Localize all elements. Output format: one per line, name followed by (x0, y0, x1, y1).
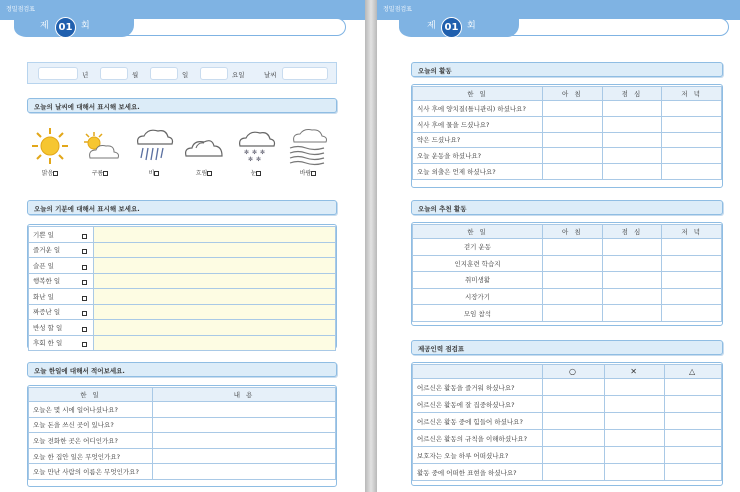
episode-suffix: 회 (81, 21, 90, 31)
cell[interactable] (665, 447, 722, 464)
checkbox[interactable] (82, 296, 87, 301)
feeling-note[interactable] (94, 320, 336, 336)
month-field[interactable] (100, 67, 128, 80)
table-row (413, 413, 722, 430)
table-row (29, 320, 336, 336)
recommend-table (412, 224, 722, 322)
year-label: 년 (82, 71, 89, 79)
checkbox[interactable] (103, 171, 108, 176)
cell[interactable] (662, 288, 722, 305)
cell[interactable] (604, 396, 664, 413)
feeling-label: 행복한 일 (33, 277, 61, 286)
activity-question: 오늘 운동을 하셨나요? (413, 148, 543, 164)
feeling-label: 반성 할 일 (33, 323, 63, 332)
table-row (29, 289, 336, 305)
cell[interactable] (662, 305, 722, 322)
activity-question: 약은 드셨나요? (413, 132, 543, 148)
feeling-note[interactable] (94, 258, 336, 274)
table-row (413, 272, 722, 289)
episode-number-badge: 01 (55, 17, 76, 38)
table-row (413, 396, 722, 413)
checkbox[interactable] (82, 265, 87, 270)
recommend-section-title: 오늘의 추천 활동 (411, 200, 723, 215)
weather-cloudy-label: 흐림 (195, 170, 208, 177)
col-question-header (413, 365, 543, 379)
cell[interactable] (543, 132, 603, 148)
page-gutter (365, 0, 377, 492)
table-row (413, 101, 722, 117)
col-noon-header: 점 심 (602, 225, 662, 239)
checkbox[interactable] (82, 280, 87, 285)
cell[interactable] (662, 272, 722, 289)
col-task-header: 한 일 (413, 225, 543, 239)
table-row (413, 148, 722, 164)
cell[interactable] (543, 464, 605, 481)
diary-question: 오늘 한 집안 일은 무엇인가요? (29, 448, 153, 464)
cell[interactable] (543, 101, 603, 117)
care-question: 어르신은 활동 중에 힘들어 하셨나요? (413, 413, 543, 430)
table-row (29, 433, 336, 449)
cell[interactable] (662, 239, 722, 256)
table-row (29, 258, 336, 274)
table-row (29, 448, 336, 464)
cell[interactable] (662, 132, 722, 148)
episode-suffix: 회 (467, 21, 476, 31)
col-good-header: ○ (543, 365, 605, 379)
care-question: 활동 중에 어떠한 표현을 하셨나요? (413, 464, 543, 481)
diary-question: 오늘 돈을 쓰신 곳이 있나요? (29, 417, 153, 433)
weather-rain[interactable] (130, 126, 178, 177)
feeling-label: 슬픈 일 (33, 261, 54, 270)
checkbox[interactable] (311, 171, 316, 176)
snow-icon (234, 126, 278, 166)
weather-cloudy[interactable] (180, 126, 228, 177)
feeling-note[interactable] (94, 227, 336, 243)
cell[interactable] (602, 164, 662, 180)
checkbox[interactable] (53, 171, 58, 176)
table-row (29, 335, 336, 351)
weather-wind[interactable] (284, 126, 332, 177)
activity-section-title: 오늘의 활동 (411, 62, 723, 77)
col-bad-header: ✕ (604, 365, 664, 379)
care-question: 어르신은 활동에 잘 집중하셨나요? (413, 396, 543, 413)
diary-table (28, 387, 336, 480)
diary-question: 오늘 전화한 곳은 어디인가요? (29, 433, 153, 449)
feeling-note[interactable] (94, 273, 336, 289)
checkbox[interactable] (207, 171, 212, 176)
weather-label: 날씨 (264, 71, 277, 79)
care-table (412, 364, 722, 481)
cell[interactable] (602, 101, 662, 117)
checkbox[interactable] (82, 342, 87, 347)
weather-sunny[interactable] (26, 126, 74, 177)
activity-table (412, 86, 722, 180)
cell[interactable] (543, 396, 605, 413)
cell[interactable] (543, 164, 603, 180)
diary-answer[interactable] (153, 402, 336, 418)
feeling-label: 즐거운 일 (33, 246, 61, 255)
table-row (413, 430, 722, 447)
table-row (29, 417, 336, 433)
cloud-icon (182, 126, 226, 166)
col-evening-header: 저 녁 (662, 87, 722, 101)
svg-text:✻: ✻ (248, 156, 254, 163)
cell[interactable] (543, 288, 603, 305)
recommend-activity: 걷기 운동 (413, 239, 543, 256)
table-row (413, 379, 722, 396)
cell[interactable] (602, 132, 662, 148)
wind-icon (286, 126, 330, 166)
col-content-header: 내 용 (153, 388, 336, 402)
weather-wind-label: 바람 (299, 170, 312, 177)
cell[interactable] (602, 288, 662, 305)
cell[interactable] (602, 239, 662, 256)
cell[interactable] (604, 379, 664, 396)
cell[interactable] (543, 447, 605, 464)
svg-text:✻: ✻ (252, 149, 258, 156)
cell[interactable] (665, 413, 722, 430)
col-evening-header: 저 녁 (662, 225, 722, 239)
col-average-header: △ (665, 365, 722, 379)
sun-icon (30, 126, 70, 166)
col-task-header: 한 일 (29, 388, 153, 402)
feeling-label: 기쁜 일 (33, 230, 54, 239)
cell[interactable] (602, 272, 662, 289)
sun-cloud-icon (78, 126, 122, 166)
table-row (413, 305, 722, 322)
cell[interactable] (665, 464, 722, 481)
weather-snow[interactable] (232, 126, 280, 177)
episode-prefix: 제 (40, 21, 49, 31)
table-row (29, 273, 336, 289)
table-row (29, 242, 336, 258)
recommend-activity: 모임 참석 (413, 305, 543, 322)
cell[interactable] (602, 305, 662, 322)
feeling-label: 짜증난 일 (33, 308, 61, 317)
col-morning-header: 아 침 (543, 87, 603, 101)
recommend-activity: 인지훈련 학습지 (413, 255, 543, 272)
recommend-activity: 취미생활 (413, 272, 543, 289)
feeling-note[interactable] (94, 242, 336, 258)
checkbox[interactable] (82, 234, 87, 239)
left-page (0, 0, 365, 492)
brand-label: 정밀점검표 (6, 6, 35, 13)
cell[interactable] (543, 430, 605, 447)
table-row (413, 132, 722, 148)
cell[interactable] (662, 148, 722, 164)
episode-prefix: 제 (427, 21, 436, 31)
care-question: 어르신은 활동의 규칙을 이해하셨나요? (413, 430, 543, 447)
checkbox[interactable] (154, 171, 159, 176)
weather-partly-cloudy[interactable] (76, 126, 124, 177)
diary-question: 오늘은 몇 시에 일어나셨나요? (29, 402, 153, 418)
svg-text:✻: ✻ (244, 149, 250, 156)
cell[interactable] (665, 379, 722, 396)
checkbox[interactable] (256, 171, 261, 176)
col-morning-header: 아 침 (543, 225, 603, 239)
cell[interactable] (543, 272, 603, 289)
svg-text:✻: ✻ (260, 149, 266, 156)
cell[interactable] (543, 255, 603, 272)
cell[interactable] (662, 255, 722, 272)
cell[interactable] (543, 413, 605, 430)
feeling-section-title: 오늘의 기분에 대해서 표시해 보세요. (27, 200, 337, 215)
checkbox[interactable] (82, 249, 87, 254)
care-question: 어르신은 활동을 즐거워 하셨나요? (413, 379, 543, 396)
checkbox[interactable] (82, 311, 87, 316)
weather-sunny-label: 맑음 (41, 170, 54, 177)
year-field[interactable] (38, 67, 78, 80)
feeling-label: 화난 일 (33, 292, 54, 301)
table-row (29, 304, 336, 320)
cell[interactable] (665, 430, 722, 447)
feeling-table (28, 226, 336, 351)
weekday-label: 요일 (232, 71, 245, 79)
checkbox[interactable] (82, 327, 87, 332)
day-field[interactable] (150, 67, 178, 80)
recommend-activity: 시장가기 (413, 288, 543, 305)
activity-question: 식사 후에 양치질(틀니관리) 하셨나요? (413, 101, 543, 117)
weekday-field[interactable] (200, 67, 228, 80)
feeling-label: 후회 한 일 (33, 339, 63, 348)
activity-question: 오늘 외출은 언제 하셨나요? (413, 164, 543, 180)
cell[interactable] (604, 447, 664, 464)
rain-icon (132, 126, 176, 166)
date-box (27, 62, 337, 84)
table-row (413, 255, 722, 272)
cell[interactable] (543, 148, 603, 164)
col-task-header: 한 일 (413, 87, 543, 101)
table-row (413, 239, 722, 256)
feeling-note[interactable] (94, 289, 336, 305)
table-row (413, 116, 722, 132)
table-row (413, 288, 722, 305)
diary-answer[interactable] (153, 448, 336, 464)
weather-field[interactable] (282, 67, 328, 80)
activity-question: 식사 후에 물을 드셨나요? (413, 116, 543, 132)
care-question: 보호자는 오늘 하루 어떠셨나요? (413, 447, 543, 464)
table-row (29, 402, 336, 418)
care-section-title: 제공인력 점검표 (411, 340, 723, 355)
cell[interactable] (543, 116, 603, 132)
weather-snow-label: 눈 (250, 170, 257, 177)
episode-number-badge: 01 (441, 17, 462, 38)
weather-partly-cloudy-label: 구름 (91, 170, 104, 177)
table-row (29, 227, 336, 243)
cell[interactable] (602, 148, 662, 164)
cell[interactable] (604, 464, 664, 481)
table-row (29, 464, 336, 480)
weather-rain-label: 비 (148, 170, 155, 177)
cell[interactable] (604, 430, 664, 447)
diary-answer[interactable] (153, 464, 336, 480)
cell[interactable] (665, 396, 722, 413)
weather-section-title: 오늘의 날씨에 대해서 표시해 보세요. (27, 98, 337, 113)
cell[interactable] (662, 164, 722, 180)
cell[interactable] (602, 255, 662, 272)
right-page (377, 0, 740, 492)
feeling-note[interactable] (94, 304, 336, 320)
table-row (413, 164, 722, 180)
diary-answer[interactable] (153, 417, 336, 433)
cell[interactable] (602, 116, 662, 132)
diary-answer[interactable] (153, 433, 336, 449)
svg-text:✻: ✻ (256, 156, 262, 163)
month-label: 월 (132, 71, 139, 79)
cell[interactable] (604, 413, 664, 430)
diary-question: 오늘 만난 사람의 이름은 무엇인가요? (29, 464, 153, 480)
col-noon-header: 점 심 (602, 87, 662, 101)
table-row (413, 447, 722, 464)
cell[interactable] (662, 116, 722, 132)
cell[interactable] (543, 305, 603, 322)
day-label: 일 (182, 71, 189, 79)
cell[interactable] (662, 101, 722, 117)
diary-section-title: 오늘 한일에 대해서 적어보세요. (27, 362, 337, 377)
cell[interactable] (543, 379, 605, 396)
brand-label: 정밀점검표 (383, 6, 412, 13)
table-row (413, 464, 722, 481)
cell[interactable] (543, 239, 603, 256)
feeling-note[interactable] (94, 335, 336, 351)
